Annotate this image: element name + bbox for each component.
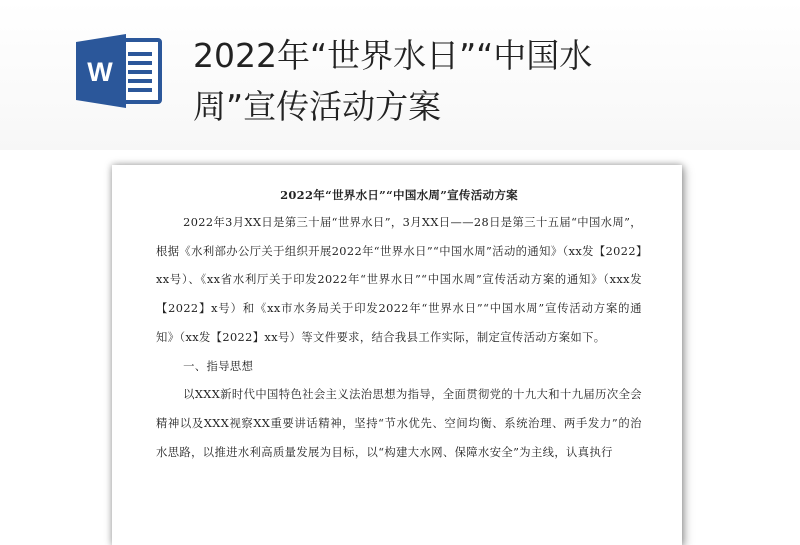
header-banner xyxy=(0,0,800,150)
word-icon-letter: W xyxy=(87,57,113,87)
document-paragraph-guiding-ideology: 以XXX新时代中国特色社会主义法治思想为指导，全面贯彻党的十九大和十九届历次全会精神以及XXX视察XX重要讲话精神，坚持“节水优先、空间均衡、系统治理、两手发力”的治水思路，以推进水利高质量发展为目标，以“构建大水网、保障水安全”为主线，认真执行 xyxy=(156,388,642,459)
document-title: 2022年“世界水日”“中国水周”宣传活动方案 xyxy=(280,188,518,202)
word-icon xyxy=(76,34,164,108)
document-page xyxy=(112,165,682,545)
document-body xyxy=(156,181,642,467)
section-heading-guiding-ideology: 一、指导思想 xyxy=(183,359,254,373)
page-title: 2022年“世界水日”“中国水周”宣传活动方案 xyxy=(193,36,593,126)
document-paragraph-intro: 2022年3月XX日是第三十届“世界水日”，3月XX日——28日是第三十五届“中国水周”，根据《水利部办公厅关于组织开展2022年“世界水日”“中国水周”活动的通知》（xx发【2022】xx号）、《xx省水利厅关于印发2022年“世界水日”“中国水周”宣传活动方案的通知》（xxx发【2022】x号）和《xx市水务局关于印发2022年“世界水日”“中国水周”宣传活动方案的通知》（xx发【2022】xx号）等文件要求，结合我县工作实际，制定宣传活动方案如下。 xyxy=(156,216,642,344)
